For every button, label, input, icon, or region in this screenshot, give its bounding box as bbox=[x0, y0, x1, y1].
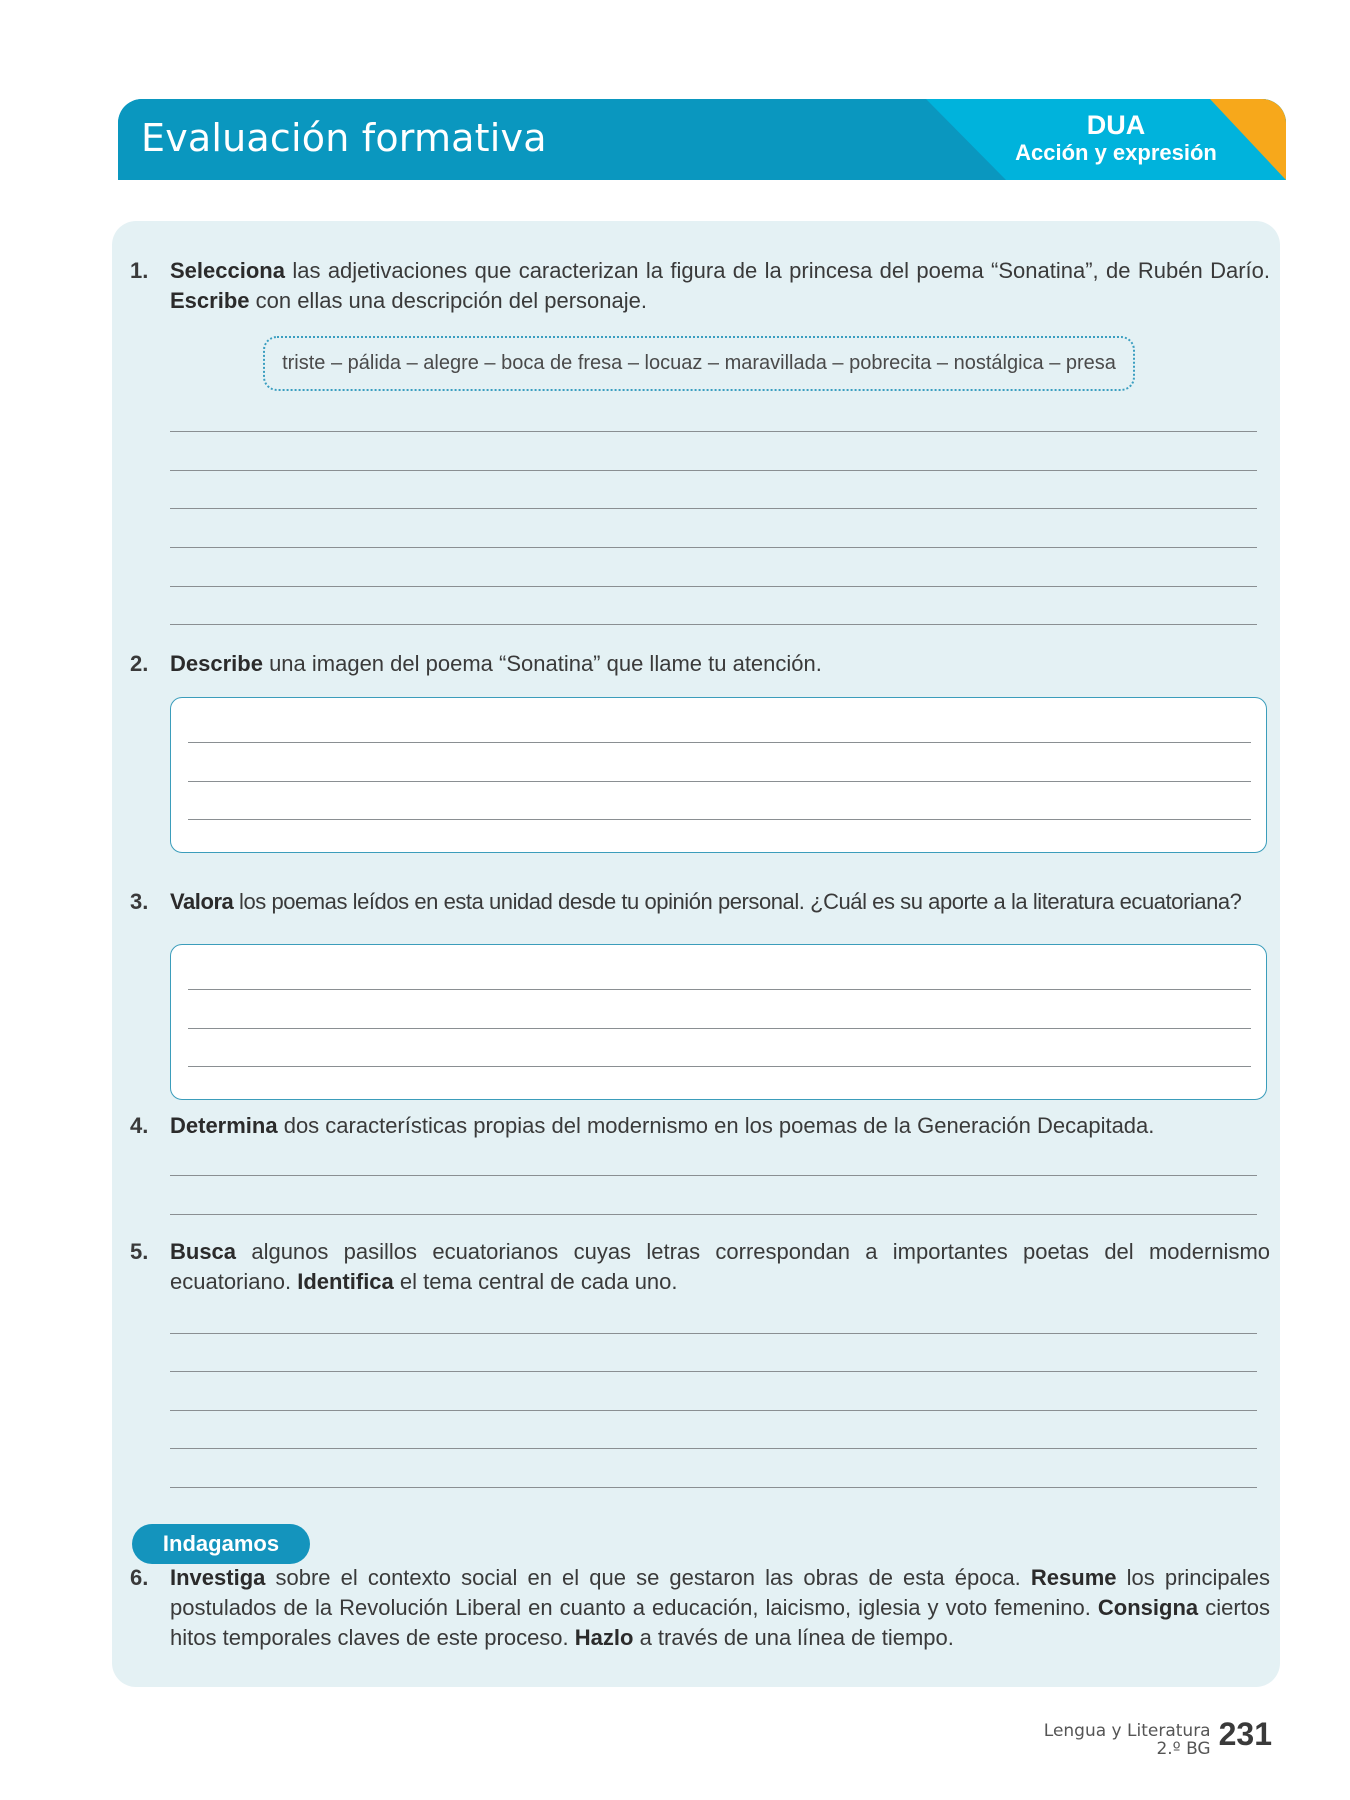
answer-line[interactable] bbox=[170, 1333, 1257, 1334]
question-text-part: a través de una línea de tiempo. bbox=[633, 1625, 954, 1650]
action-verb: Escribe bbox=[170, 288, 250, 313]
action-verb: Identifica bbox=[297, 1269, 394, 1294]
question-text-part: con ellas una descripción del personaje. bbox=[249, 288, 647, 313]
dua-badge bbox=[1006, 111, 1226, 167]
action-verb: Busca bbox=[170, 1239, 237, 1264]
footer-subject bbox=[1044, 1722, 1211, 1758]
question-4 bbox=[130, 1111, 1270, 1141]
action-verb: Describe bbox=[170, 651, 263, 676]
question-text-part: las adjetivaciones que caracterizan la figura de la princesa del poema “Sonatina”, de Rubén Darío. bbox=[284, 258, 1270, 283]
answer-line[interactable] bbox=[170, 547, 1257, 548]
answer-line[interactable] bbox=[170, 1410, 1257, 1411]
question-1 bbox=[130, 256, 1270, 316]
word-bank: triste – pálida – alegre – boca de fresa – locuaz – maravillada – pobrecita – nostálgica – presa bbox=[263, 336, 1135, 391]
answer-line[interactable] bbox=[170, 470, 1257, 471]
page-title: Evaluación formativa bbox=[141, 116, 547, 160]
answer-box[interactable] bbox=[170, 944, 1267, 1100]
answer-line[interactable] bbox=[170, 1175, 1257, 1176]
answer-line[interactable] bbox=[170, 1214, 1257, 1215]
section-badge-indagamos: Indagamos bbox=[132, 1524, 310, 1564]
answer-line bbox=[188, 742, 1251, 743]
action-verb: Valora bbox=[170, 889, 234, 914]
subject-name: Lengua y Literatura bbox=[1043, 1721, 1211, 1741]
page-number: 231 bbox=[1218, 1716, 1272, 1752]
action-verb: Consigna bbox=[1097, 1595, 1199, 1620]
question-number: 4. bbox=[130, 1113, 149, 1138]
question-3 bbox=[130, 887, 1270, 917]
page-footer bbox=[1044, 1716, 1272, 1764]
action-verb: Determina bbox=[170, 1113, 278, 1138]
answer-line[interactable] bbox=[170, 1371, 1257, 1372]
answer-box[interactable] bbox=[170, 697, 1267, 853]
dua-label: DUA bbox=[1086, 110, 1146, 140]
action-verb: Resume bbox=[1030, 1565, 1117, 1590]
grade-label: 2.º BG bbox=[1156, 1739, 1211, 1759]
answer-line bbox=[188, 1028, 1251, 1029]
action-verb: Hazlo bbox=[574, 1625, 634, 1650]
question-number: 5. bbox=[130, 1239, 149, 1264]
answer-line[interactable] bbox=[170, 1487, 1257, 1488]
question-text-part: los principales postulados de la Revolución Liberal en cuanto a educación, laicismo, iglesia y voto femenino. bbox=[170, 1565, 1270, 1620]
question-2 bbox=[130, 649, 1270, 679]
action-verb: Investiga bbox=[170, 1565, 266, 1590]
header-banner bbox=[118, 99, 1286, 180]
dua-subtitle: Acción y expresión bbox=[1015, 140, 1217, 165]
question-number: 1. bbox=[130, 258, 149, 283]
question-text-part: una imagen del poema “Sonatina” que llame tu atención. bbox=[262, 651, 822, 676]
question-text bbox=[170, 1563, 1270, 1653]
question-number: 2. bbox=[130, 651, 149, 676]
question-text bbox=[170, 1111, 1270, 1141]
question-6 bbox=[130, 1563, 1270, 1653]
question-text-part: algunos pasillos ecuatorianos cuyas letras correspondan a importantes poetas del modernismo ecuatoriano. bbox=[170, 1239, 1270, 1294]
question-text bbox=[170, 256, 1270, 316]
answer-line[interactable] bbox=[170, 586, 1257, 587]
answer-line[interactable] bbox=[170, 431, 1257, 432]
answer-line[interactable] bbox=[170, 624, 1257, 625]
answer-line[interactable] bbox=[170, 508, 1257, 509]
question-text bbox=[170, 649, 1270, 679]
question-text-part: sobre el contexto social en el que se gestaron las obras de esta época. bbox=[265, 1565, 1031, 1590]
question-text-part: ciertos hitos temporales claves de este proceso. bbox=[170, 1595, 1270, 1650]
question-text bbox=[170, 1237, 1270, 1297]
answer-line bbox=[188, 1066, 1251, 1067]
question-text-part: dos características propias del modernismo en los poemas de la Generación Decapitada. bbox=[277, 1113, 1155, 1138]
answer-line bbox=[188, 819, 1251, 820]
question-number: 3. bbox=[130, 889, 149, 914]
answer-line bbox=[188, 781, 1251, 782]
answer-line[interactable] bbox=[170, 1448, 1257, 1449]
question-text-part: el tema central de cada uno. bbox=[393, 1269, 678, 1294]
question-5 bbox=[130, 1237, 1270, 1297]
question-number: 6. bbox=[130, 1565, 149, 1590]
question-text-part: los poemas leídos en esta unidad desde tu opinión personal. ¿Cuál es su aporte a la literatura ecuatoriana? bbox=[233, 889, 1242, 914]
answer-line bbox=[188, 989, 1251, 990]
action-verb: Selecciona bbox=[170, 258, 285, 283]
question-text bbox=[170, 887, 1270, 917]
